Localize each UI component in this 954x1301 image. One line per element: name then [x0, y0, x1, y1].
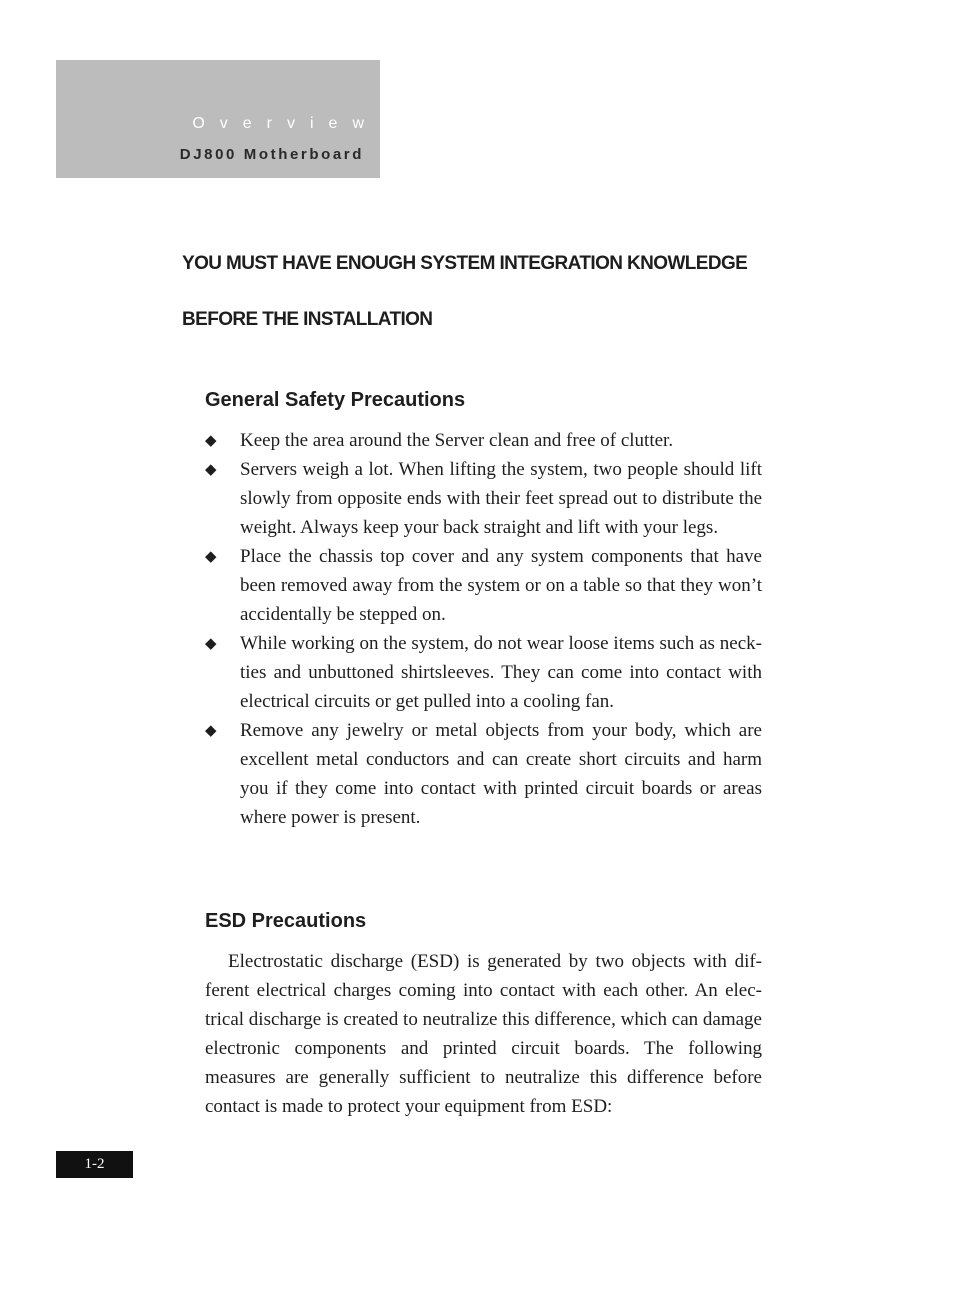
- chapter-section-title: Overview: [192, 115, 379, 132]
- esd-heading: ESD Precautions: [205, 910, 367, 932]
- list-item-text: While working on the system, do not wear loose items such as neckties and unbuttoned shirtsleeves. They can come into contact with electrical circuits or get pulled into a cooling fan.: [240, 633, 762, 712]
- list-item: [205, 716, 762, 832]
- diamond-icon: ◆: [205, 431, 217, 449]
- diamond-icon: ◆: [205, 634, 217, 652]
- diamond-icon: ◆: [205, 547, 217, 565]
- warning-line-2: BEFORE THE INSTALLATION: [182, 309, 433, 330]
- page-number: 1-2: [56, 1151, 133, 1178]
- list-item: [205, 455, 762, 542]
- list-item: [205, 629, 762, 716]
- diamond-icon: ◆: [205, 460, 217, 478]
- list-item: [205, 542, 762, 629]
- diamond-icon: ◆: [205, 721, 217, 739]
- safety-list: [205, 426, 762, 832]
- chapter-header: [56, 60, 380, 178]
- esd-paragraph: Electrostatic discharge (ESD) is generated by two objects with different electrical charges coming into contact with each other. An electrical discharge is created to neutralize this difference, which can damage electronic components and printed circuit boards. The following measures are generally sufficient to neutralize this difference before contact is made to protect your equipment from ESD:: [205, 951, 762, 1117]
- list-item-text: Place the chassis top cover and any system components that have been removed away from the system or on a table so that they won’t accidentally be stepped on.: [240, 546, 762, 625]
- list-item-text: Servers weigh a lot. When lifting the system, two people should lift slowly from opposite ends with their feet spread out to distribute the weight. Always keep your back straight and lift with your legs.: [240, 459, 762, 538]
- warning-line-1: YOU MUST HAVE ENOUGH SYSTEM INTEGRATION KNOWLEDGE: [182, 253, 748, 274]
- safety-heading: General Safety Precautions: [205, 389, 466, 411]
- product-title: DJ800 Motherboard: [179, 146, 364, 163]
- list-item: [205, 426, 762, 455]
- list-item-text: Remove any jewelry or metal objects from your body, which are excellent metal conductors and can create short circuits and harm you if they come into contact with printed circuit boards or areas where power is present.: [240, 720, 762, 828]
- list-item-text: Keep the area around the Server clean and free of clutter.: [240, 430, 674, 451]
